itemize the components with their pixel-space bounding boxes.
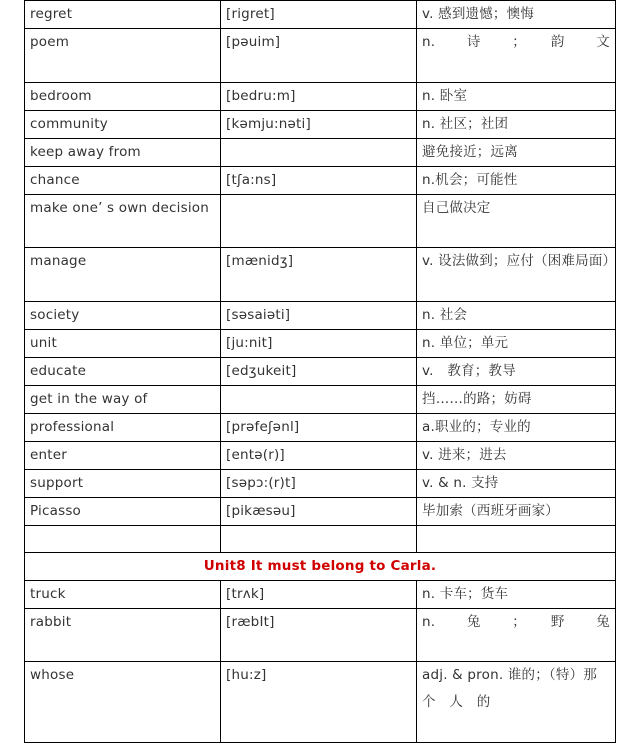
table-row <box>25 441 616 469</box>
phonetic-cell <box>221 385 417 413</box>
meaning-cell: n. 兔 ； 野 兔 <box>417 608 616 662</box>
table-row <box>25 166 616 194</box>
table-row <box>25 1 616 29</box>
phonetic-cell: [edʒukeit] <box>221 357 417 385</box>
meaning-cell: v. 感到遗憾；懊悔 <box>417 1 616 29</box>
phonetic-cell: [ju:nit] <box>221 329 417 357</box>
table-row <box>25 329 616 357</box>
word-cell: regret <box>25 1 221 29</box>
table-row <box>25 469 616 497</box>
meaning-cell: v. 教育；教导 <box>417 357 616 385</box>
table-row <box>25 662 616 742</box>
word-cell: support <box>25 469 221 497</box>
word-cell: keep away from <box>25 138 221 166</box>
unit-heading-section <box>25 552 616 580</box>
phonetic-cell: [kəmju:nəti] <box>221 110 417 138</box>
unit-heading-row <box>25 552 616 580</box>
phonetic-cell <box>221 525 417 552</box>
meaning-cell: n. 卧室 <box>417 82 616 110</box>
vocabulary-table <box>24 0 616 743</box>
table-row <box>25 110 616 138</box>
word-cell: truck <box>25 580 221 608</box>
word-cell: bedroom <box>25 82 221 110</box>
meaning-cell: n. 社会 <box>417 301 616 329</box>
unit-heading: Unit8 It must belong to Carla. <box>25 552 616 580</box>
word-cell: enter <box>25 441 221 469</box>
meaning-cell: 自己做决定 <box>417 194 616 248</box>
phonetic-cell: [mænidʒ] <box>221 248 417 302</box>
table-row <box>25 525 616 552</box>
meaning-cell <box>417 525 616 552</box>
table-row <box>25 497 616 525</box>
meaning-cell: n. 单位；单元 <box>417 329 616 357</box>
word-cell: make one’ s own decision <box>25 194 221 248</box>
table-row <box>25 608 616 662</box>
phonetic-cell: [rigret] <box>221 1 417 29</box>
phonetic-cell: [səpɔ:(r)t] <box>221 469 417 497</box>
phonetic-cell <box>221 194 417 248</box>
table-row <box>25 248 616 302</box>
meaning-cell: 避免接近；远离 <box>417 138 616 166</box>
vocabulary-sheet <box>24 0 615 743</box>
phonetic-cell: [hu:z] <box>221 662 417 742</box>
word-cell: educate <box>25 357 221 385</box>
word-cell: professional <box>25 413 221 441</box>
table-row <box>25 357 616 385</box>
phonetic-cell: [pikæsəu] <box>221 497 417 525</box>
meaning-cell: n. 卡车；货车 <box>417 580 616 608</box>
phonetic-cell: [tʃa:ns] <box>221 166 417 194</box>
meaning-cell: n.机会；可能性 <box>417 166 616 194</box>
phonetic-cell: [prəfeʃənl] <box>221 413 417 441</box>
meaning-cell: n. 诗 ； 韵 文 <box>417 29 616 83</box>
table-row <box>25 82 616 110</box>
phonetic-cell: [səsaiəti] <box>221 301 417 329</box>
meaning-cell: v. 设法做到；应付（困难局面） <box>417 248 616 302</box>
meaning-cell: n. 社区；社团 <box>417 110 616 138</box>
table-row <box>25 580 616 608</box>
word-cell: poem <box>25 29 221 83</box>
word-cell: society <box>25 301 221 329</box>
word-cell <box>25 525 221 552</box>
meaning-cell: a.职业的；专业的 <box>417 413 616 441</box>
word-cell: rabbit <box>25 608 221 662</box>
meaning-cell: adj. & pron. 谁的；（特）那 个 人 的 <box>417 662 616 742</box>
phonetic-cell: [bedru:m] <box>221 82 417 110</box>
phonetic-cell <box>221 138 417 166</box>
table-row <box>25 301 616 329</box>
phonetic-cell: [trʌk] <box>221 580 417 608</box>
table-row <box>25 29 616 83</box>
word-cell: Picasso <box>25 497 221 525</box>
meaning-cell: 毕加索（西班牙画家） <box>417 497 616 525</box>
word-cell: chance <box>25 166 221 194</box>
phonetic-cell: [pəuim] <box>221 29 417 83</box>
phonetic-cell: [entə(r)] <box>221 441 417 469</box>
word-cell: manage <box>25 248 221 302</box>
table-row <box>25 194 616 248</box>
vocabulary-rows-top <box>25 1 616 553</box>
word-cell: whose <box>25 662 221 742</box>
meaning-cell: 挡……的路；妨碍 <box>417 385 616 413</box>
table-row <box>25 385 616 413</box>
table-row <box>25 138 616 166</box>
meaning-cell: v. & n. 支持 <box>417 469 616 497</box>
word-cell: unit <box>25 329 221 357</box>
meaning-cell: v. 进来；进去 <box>417 441 616 469</box>
phonetic-cell: [ræbIt] <box>221 608 417 662</box>
vocabulary-rows-bottom <box>25 580 616 742</box>
word-cell: get in the way of <box>25 385 221 413</box>
word-cell: community <box>25 110 221 138</box>
table-row <box>25 413 616 441</box>
